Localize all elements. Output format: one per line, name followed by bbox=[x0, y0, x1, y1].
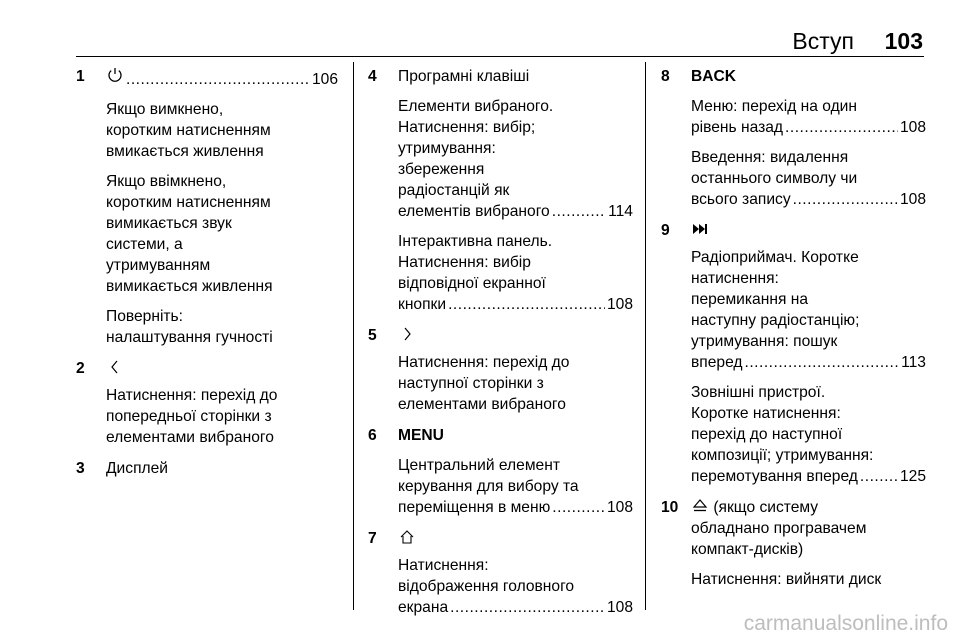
item-3-label: Дисплей bbox=[106, 460, 168, 477]
header-divider bbox=[76, 56, 924, 57]
leader-dots bbox=[860, 466, 898, 487]
item-3 bbox=[76, 458, 338, 479]
page-ref: 113 bbox=[901, 354, 926, 371]
item-1-head bbox=[106, 66, 338, 90]
item-1 bbox=[76, 66, 338, 348]
page-title: Вступ bbox=[792, 28, 854, 54]
item-number: 1 bbox=[76, 68, 85, 85]
item-10-para: Натиснення: вийняти диск bbox=[691, 571, 882, 588]
item-number: 9 bbox=[661, 222, 670, 239]
toc-entry: рівень назад ..... 108 bbox=[691, 117, 926, 138]
item-10-head: (якщо систему обладнано програвачем компакт-дисків) bbox=[691, 499, 867, 558]
page-ref: 108 bbox=[606, 599, 633, 616]
page-ref: 114 bbox=[608, 203, 633, 220]
item-1-para-1: Якщо вимкнено, коротким натисненням вмикається живлення bbox=[106, 101, 271, 160]
next-track-icon bbox=[691, 220, 709, 238]
watermark: carmanualsonline.info bbox=[743, 612, 948, 635]
item-9-head bbox=[691, 220, 926, 238]
item-5 bbox=[368, 325, 633, 415]
item-8 bbox=[661, 66, 926, 210]
item-10 bbox=[661, 497, 926, 590]
item-9-para-2: Зовнішні пристрої. Коротке натиснення: перехід до наступної композиції; утримування: перемотування вперед ..... 125 bbox=[691, 382, 926, 487]
leader-dots bbox=[126, 69, 310, 90]
item-8-para-2: Введення: видалення останнього символу чи всього запису ..... 108 bbox=[691, 147, 926, 210]
item-2-para: Натиснення: перехід до попередньої сторінки з елементами вибраного bbox=[106, 387, 278, 446]
item-8-label: BACK bbox=[691, 68, 737, 85]
item-number: 5 bbox=[368, 327, 377, 344]
item-4-para-1: Елементи вибраного. Натиснення: вибір; утримування: збереження радіостанцій як елементів вибраного ..... 114 bbox=[398, 96, 633, 222]
column-1 bbox=[76, 66, 338, 479]
item-8-para-1: Меню: перехід на один рівень назад ..... 108 bbox=[691, 96, 926, 138]
power-icon bbox=[106, 66, 124, 84]
item-4-label: Програмні клавіші bbox=[398, 68, 530, 85]
leader-dots bbox=[448, 294, 605, 315]
item-number: 2 bbox=[76, 360, 85, 377]
leader-dots bbox=[785, 117, 898, 138]
leader-dots bbox=[793, 189, 898, 210]
leader-dots bbox=[450, 597, 605, 618]
page-ref: 125 bbox=[899, 468, 926, 485]
item-6-para: Центральний елемент керування для вибору та переміщення в меню ..... 108 bbox=[398, 455, 633, 518]
toc-entry: вперед ..... 113 bbox=[691, 352, 926, 373]
item-7 bbox=[368, 528, 633, 618]
item-7-para: Натиснення: відображення головного екрана ..... 108 bbox=[398, 555, 633, 618]
item-1-para-2: Якщо ввімкнено, коротким натисненням вимикається звук системи, а утримуванням вимикається живлення bbox=[106, 173, 273, 295]
chevron-right-icon bbox=[398, 325, 416, 343]
item-number: 6 bbox=[368, 427, 377, 444]
leader-dots bbox=[745, 352, 900, 373]
item-5-head bbox=[398, 325, 633, 343]
item-7-head bbox=[398, 528, 633, 546]
page-ref: 108 bbox=[606, 296, 633, 313]
column-divider-2 bbox=[645, 62, 646, 610]
page-ref: 106 bbox=[311, 71, 338, 88]
toc-entry: всього запису ..... 108 bbox=[691, 189, 926, 210]
item-number: 8 bbox=[661, 68, 670, 85]
item-number: 7 bbox=[368, 530, 377, 547]
home-icon bbox=[398, 528, 416, 546]
leader-dots bbox=[552, 201, 606, 222]
page-number: 103 bbox=[884, 28, 923, 54]
toc-entry: елементів вибраного ..... 114 bbox=[398, 201, 633, 222]
item-number: 4 bbox=[368, 68, 377, 85]
item-2 bbox=[76, 358, 338, 448]
item-4-para-2: Інтерактивна панель. Натиснення: вибір відповідної екранної кнопки ..... 108 bbox=[398, 231, 633, 315]
item-2-head bbox=[106, 358, 338, 376]
leader-dots bbox=[552, 497, 605, 518]
toc-entry: екрана ..... 108 bbox=[398, 597, 633, 618]
chevron-left-icon bbox=[106, 358, 124, 376]
column-3 bbox=[661, 66, 926, 590]
eject-icon bbox=[691, 497, 709, 515]
item-6 bbox=[368, 425, 633, 518]
page-ref: 108 bbox=[899, 191, 926, 208]
page-header bbox=[0, 0, 960, 60]
toc-entry: кнопки ..... 108 bbox=[398, 294, 633, 315]
item-number: 3 bbox=[76, 460, 85, 477]
page-ref: 108 bbox=[606, 499, 633, 516]
page-ref: 108 bbox=[899, 119, 926, 136]
item-6-label: MENU bbox=[398, 427, 444, 444]
toc-entry: перемотування вперед ..... 125 bbox=[691, 466, 926, 487]
column-2 bbox=[368, 66, 633, 618]
item-4 bbox=[368, 66, 633, 315]
item-1-para-3: Поверніть: налаштування гучності bbox=[106, 308, 273, 346]
item-9-para-1: Радіоприймач. Коротке натиснення: перемикання на наступну радіостанцію; утримування: пошук вперед ..... 113 bbox=[691, 247, 926, 373]
toc-entry: переміщення в меню ..... 108 bbox=[398, 497, 633, 518]
column-divider-1 bbox=[353, 62, 354, 610]
item-5-para: Натиснення: перехід до наступної сторінки з елементами вибраного bbox=[398, 354, 570, 413]
item-9 bbox=[661, 220, 926, 487]
item-number: 10 bbox=[661, 499, 679, 516]
